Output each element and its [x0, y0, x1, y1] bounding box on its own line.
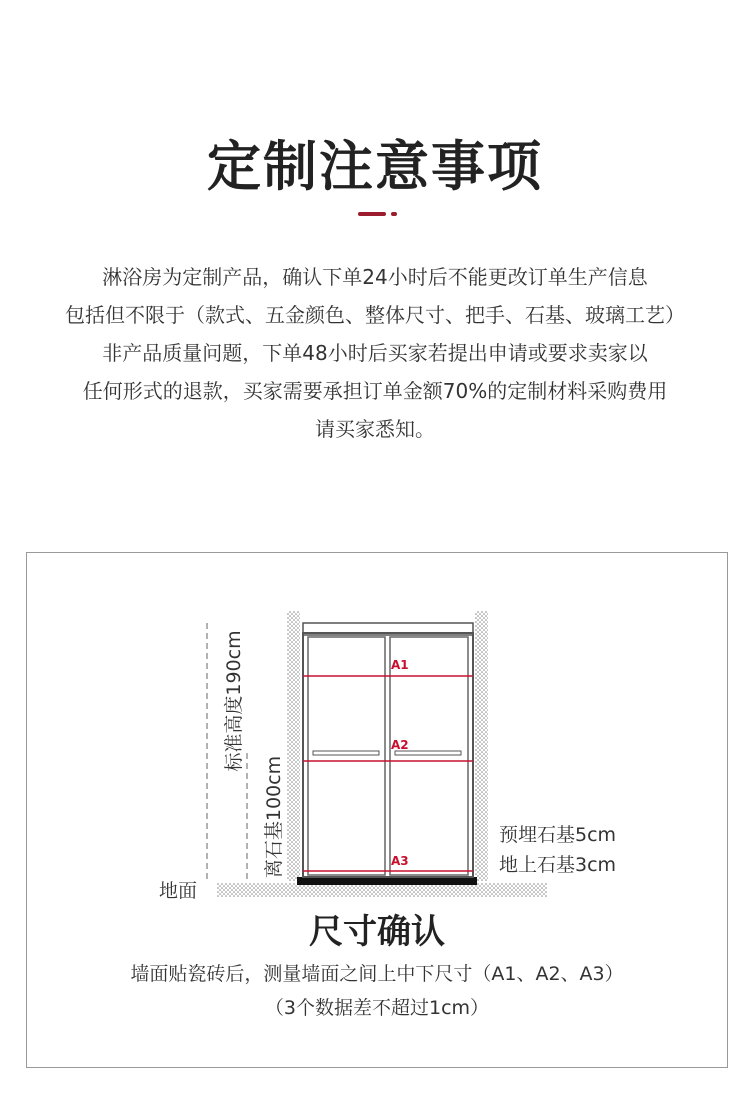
left-wall [287, 611, 300, 881]
marker-a2: A2 [391, 738, 409, 752]
door-panel-right [390, 637, 468, 875]
size-confirm-title: 尺寸确认 [309, 912, 445, 952]
size-confirm-desc [27, 957, 727, 1025]
page-title: 定制注意事项 [207, 135, 543, 198]
right-wall [475, 611, 488, 881]
standard-height-label: 标准高度190cm [223, 630, 245, 772]
size-confirm-line: 墙面贴瓷砖后，测量墙面之间上中下尺寸（A1、A2、A3） [130, 963, 624, 985]
title-accent-bar [358, 212, 386, 216]
marker-a3: A3 [391, 854, 409, 868]
notice-line: 非产品质量问题，下单48小时后买家若提出申请或要求卖家以 [102, 341, 648, 365]
above-ground-base-label: 地上石基3cm [499, 854, 617, 876]
notice-line: 任何形式的退款，买家需要承担订单金额70%的定制材料采购费用 [82, 379, 668, 403]
notice-line: 请买家悉知。 [315, 417, 435, 441]
floor [217, 883, 547, 897]
title-accent-dot [391, 212, 397, 216]
size-confirm-line: （3个数据差不超过1cm） [264, 997, 490, 1019]
stone-base [297, 877, 477, 885]
ground-label: 地面 [159, 880, 198, 902]
notice-text [0, 258, 750, 448]
handle-left [313, 751, 379, 755]
measurement-box [26, 552, 728, 1068]
marker-a1: A1 [391, 658, 409, 672]
embedded-base-label: 预埋石基5cm [499, 824, 617, 846]
notice-line: 淋浴房为定制产品，确认下单24小时后不能更改订单生产信息 [102, 265, 648, 289]
notice-line: 包括但不限于（款式、五金颜色、整体尺寸、把手、石基、玻璃工艺） [65, 303, 685, 327]
door-panel-left [308, 637, 385, 875]
base-height-label: 离石基100cm [263, 755, 285, 879]
